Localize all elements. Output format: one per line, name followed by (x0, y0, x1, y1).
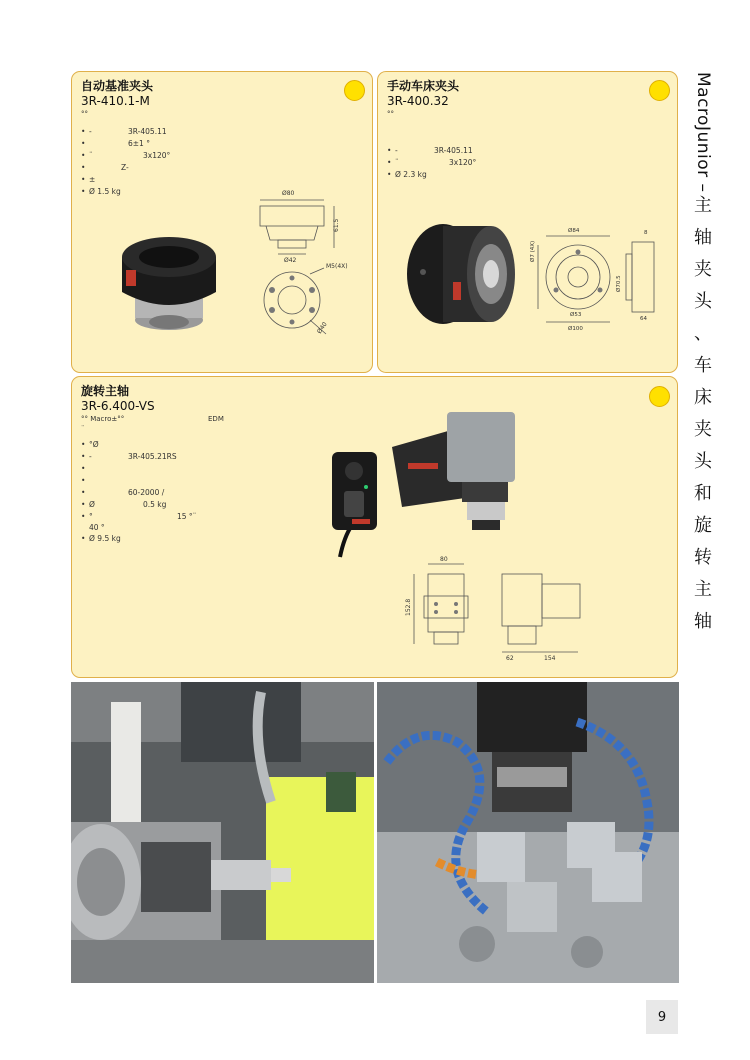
product-panel-auto-chuck (71, 71, 373, 373)
dimension-label: 152.8 (405, 598, 412, 616)
sidebar-char: 主 (694, 579, 712, 600)
sidebar-char: 轴 (694, 611, 712, 632)
dimension-label: 154 (544, 655, 556, 662)
product-panel-lathe-chuck (377, 71, 678, 373)
dimension-label: 64 (640, 316, 647, 322)
sidebar-char: 床 (694, 387, 712, 408)
spec-item: • ± (81, 175, 96, 184)
dimension-label: Ø80 (282, 190, 295, 197)
product-title: 旋转主轴 (81, 384, 130, 398)
product-code: 3R-410.1-M (81, 94, 150, 108)
auto-chuck-photo (112, 222, 227, 337)
spec-item: • Ø 1.5 kg (81, 187, 121, 196)
product-intro: °° Macro±°° (81, 415, 125, 423)
sidebar-char: 转 (694, 547, 712, 568)
dimension-label: Ø7 (4X) (530, 240, 536, 262)
sidebar-title (690, 72, 720, 632)
spec-item: • (81, 476, 86, 485)
product-title: 自动基准夹头 (81, 79, 154, 93)
edm-application-photo (377, 682, 679, 983)
spec-item: • - 3R-405.11 (81, 127, 167, 136)
spec-item: • - 3R-405.11 (387, 146, 473, 155)
sidebar-char: 头 (694, 451, 712, 472)
spec-item: • ° 15 °¨ (81, 512, 197, 521)
product-intro: EDM (208, 415, 224, 423)
spec-item: • Z- (81, 163, 129, 172)
sidebar-char: 主 (694, 195, 712, 216)
sidebar-heading: MacroJunior – (693, 72, 713, 193)
sidebar-char: 车 (694, 355, 712, 376)
dimension-label: Ø70.5 (616, 275, 622, 292)
product-code: 3R-6.400-VS (81, 399, 155, 413)
spec-item: • 60-2000 / (81, 488, 165, 497)
spec-item: • (81, 464, 86, 473)
dimension-label: 62 (506, 655, 514, 662)
product-title: 手动车床夹头 (387, 79, 460, 93)
page-number: 9 (646, 1000, 678, 1034)
spec-item: • °Ø (81, 440, 99, 449)
product-note: °° (81, 110, 88, 118)
spec-item: • - 3R-405.21RS (81, 452, 177, 461)
sidebar-char: 、 (694, 323, 712, 344)
spec-item: • Ø 2.3 kg (387, 170, 427, 179)
rotating-spindle-drawing (402, 552, 602, 662)
spec-item: • ¨ 3x120° (81, 151, 171, 160)
spec-item: • Ø 9.5 kg (81, 534, 121, 543)
sidebar-char: 夹 (694, 259, 712, 280)
lathe-chuck-photo (403, 212, 523, 332)
product-panel-rotating-spindle: 旋转主轴 3R-6.400-VS °° Macro±°° EDM ¨ • °Ø • - 3R-405.21RS • • • 60-2000 / • Ø 0.5 kg • ° 15 °¨ 40 ° • Ø 9.5 kg 80 152.8 62 154 (71, 376, 678, 678)
lathe-chuck-drawing (528, 222, 668, 332)
auto-chuck-drawing (242, 184, 362, 344)
dimension-label: Ø84 (568, 228, 580, 234)
dimension-label: Ø40 (315, 321, 329, 336)
product-code: 3R-400.32 (387, 94, 449, 108)
spec-item: • 6±1 ° (81, 139, 150, 148)
yellow-dot-icon (649, 386, 670, 407)
product-note: °° (387, 110, 394, 118)
rotating-spindle-photo (322, 407, 532, 567)
yellow-dot-icon (649, 80, 670, 101)
spec-item: • ¨ 3x120° (387, 158, 477, 167)
dimension-label: 61.5 (333, 218, 340, 232)
dimension-label: 80 (440, 556, 448, 563)
product-intro: ¨ (81, 425, 85, 433)
spec-item: • Ø 0.5 kg (81, 500, 167, 509)
dimension-label: M5(4X) (326, 263, 348, 270)
sidebar-char: 旋 (694, 515, 712, 536)
yellow-dot-icon (344, 80, 365, 101)
sidebar-char: 头 (694, 291, 712, 312)
lathe-application-photo (71, 682, 374, 983)
sidebar-char: 轴 (694, 227, 712, 248)
sidebar-char: 夹 (694, 419, 712, 440)
dimension-label: Ø100 (568, 326, 583, 332)
dimension-label: Ø42 (284, 257, 297, 264)
sidebar-char: 和 (694, 483, 712, 504)
dimension-label: 8 (644, 230, 648, 236)
dimension-label: Ø53 (570, 312, 582, 318)
